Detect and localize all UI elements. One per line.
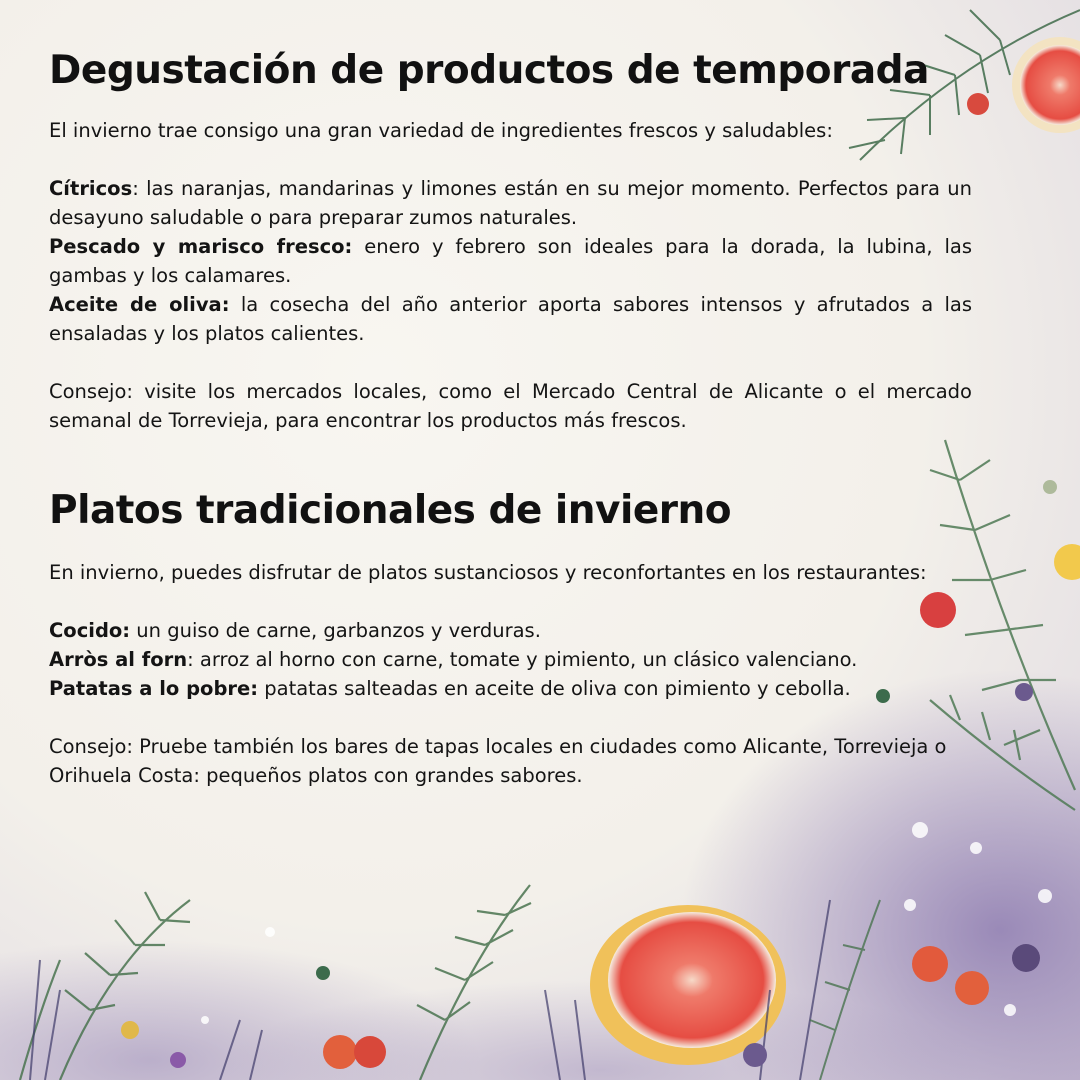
section-title: Degustación de productos de temporada [49,48,929,93]
item-text: patatas salteadas en aceite de oliva con pimiento y cebolla. [258,677,851,700]
item-text: : arroz al horno con carne, tomate y pimiento, un clásico valenciano. [187,648,858,671]
list-item [49,674,949,703]
item-term: Arròs al forn [49,648,188,671]
item-term: Aceite de oliva: [49,293,230,316]
section-title: Platos tradicionales de invierno [49,488,732,533]
list-item [49,174,972,232]
item-term: Cítricos [49,177,133,200]
item-term: Cocido: [49,619,131,642]
list-item [49,616,949,645]
berry-icon [967,93,989,115]
item-term: Pescado y marisco fresco: [49,235,353,258]
item-text: enero y febrero son ideales para la dorada, la lubina, las gambas y los calamares. [49,235,973,287]
section-body [49,558,949,790]
item-term: Patatas a lo pobre: [49,677,259,700]
grapefruit-icon [590,905,786,1065]
intro-text: En invierno, puedes disfrutar de platos sustanciosos y reconfortantes en los restaurantes: [49,561,927,584]
tip-text: Consejo: Pruebe también los bares de tapas locales en ciudades como Alicante, Torrevieja o Orihuela Costa: pequeños platos con grandes sabores. [49,735,947,787]
grapefruit-icon [1012,37,1080,133]
tip-text: Consejo: visite los mercados locales, como el Mercado Central de Alicante o el mercado semanal de Torrevieja, para encontrar los productos más frescos. [49,380,972,432]
section-body [49,116,972,435]
list-item [49,645,949,674]
item-text: un guiso de carne, garbanzos y verduras. [130,619,541,642]
item-text: : las naranjas, mandarinas y limones están en su mejor momento. Perfectos para un desayuno saludable o para preparar zumos naturales. [49,177,972,229]
item-text: la cosecha del año anterior aporta sabores intensos y afrutados a las ensaladas y los platos calientes. [49,293,973,345]
list-item [49,232,972,290]
list-item [49,290,972,348]
intro-text: El invierno trae consigo una gran variedad de ingredientes frescos y saludables: [49,119,833,142]
